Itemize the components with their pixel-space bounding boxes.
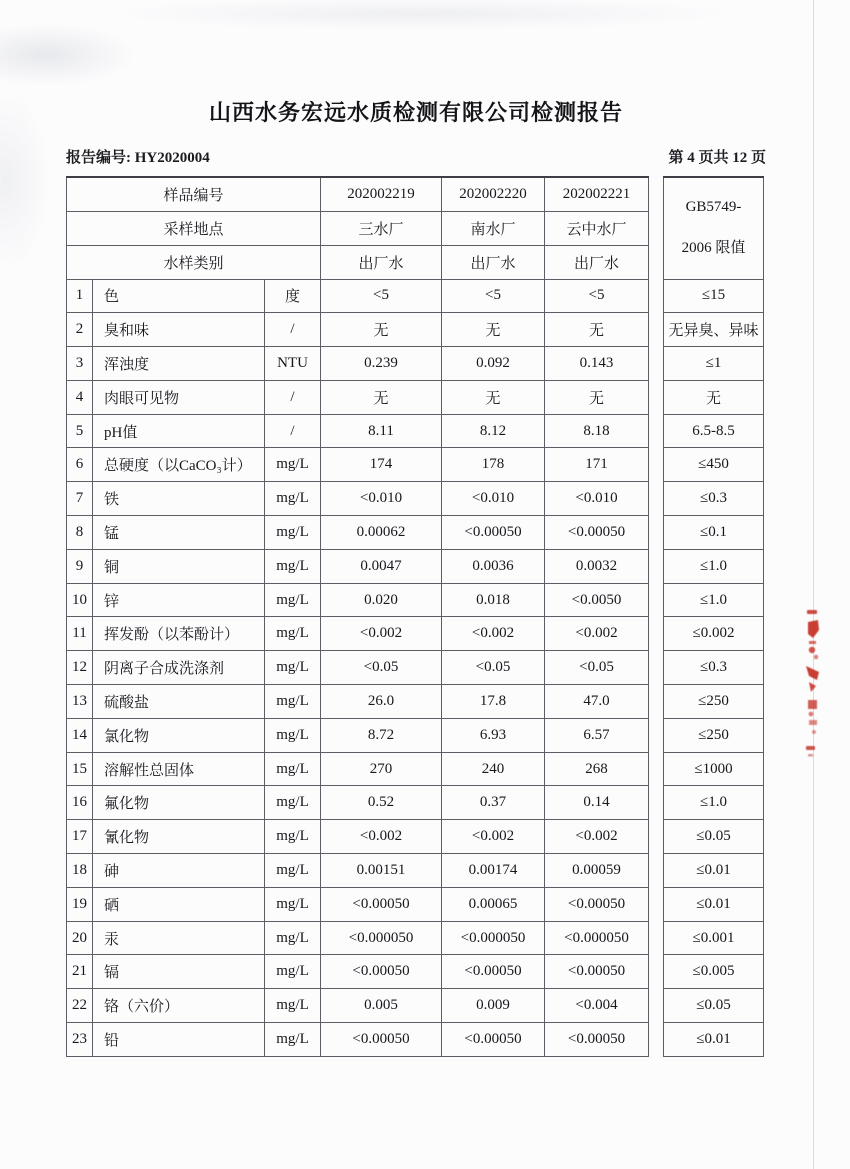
row-number: 9 <box>67 549 93 583</box>
parameter-unit: mg/L <box>265 617 321 651</box>
table-gap <box>649 516 664 550</box>
table-gap <box>649 245 664 279</box>
sample2-value: 178 <box>442 448 545 482</box>
limit-value: ≤1000 <box>664 752 764 786</box>
sample3-value: 171 <box>545 448 649 482</box>
table-gap <box>649 313 664 347</box>
red-stamp-fragment <box>799 608 829 773</box>
table-row <box>67 279 764 313</box>
parameter-name: pH值 <box>93 414 265 448</box>
table-gap <box>649 617 664 651</box>
page-title: 山西水务宏远水质检测有限公司检测报告 <box>208 100 623 125</box>
sample1-value: <0.002 <box>321 820 442 854</box>
table-gap <box>649 211 664 245</box>
sample-id-label: 样品编号 <box>67 177 321 211</box>
sample2-value: <0.002 <box>442 820 545 854</box>
table-row <box>67 414 764 448</box>
parameter-unit: mg/L <box>265 921 321 955</box>
table-gap <box>649 380 664 414</box>
location-3: 云中水厂 <box>545 211 649 245</box>
limit-value: ≤450 <box>664 448 764 482</box>
table-row <box>67 651 764 685</box>
row-number: 10 <box>67 583 93 617</box>
sample2-value: 17.8 <box>442 685 545 719</box>
sample1-value: 8.11 <box>321 414 442 448</box>
parameter-unit: mg/L <box>265 786 321 820</box>
table-gap <box>649 583 664 617</box>
sample3-value: <0.0050 <box>545 583 649 617</box>
limit-value: ≤250 <box>664 685 764 719</box>
table-row <box>67 482 764 516</box>
parameter-unit: 度 <box>265 279 321 313</box>
header-row-sample-type <box>67 245 764 279</box>
table-gap <box>649 786 664 820</box>
results-table-wrap <box>66 176 764 1057</box>
parameter-unit: mg/L <box>265 887 321 921</box>
table-gap <box>649 448 664 482</box>
sample1-value: <0.00050 <box>321 887 442 921</box>
sample3-value: <0.00050 <box>545 955 649 989</box>
parameter-name: 铅 <box>93 1023 265 1057</box>
parameter-unit: mg/L <box>265 448 321 482</box>
sample2-value: <5 <box>442 279 545 313</box>
sample3-value: 268 <box>545 752 649 786</box>
parameter-unit: / <box>265 313 321 347</box>
sample1-value: 174 <box>321 448 442 482</box>
table-gap <box>649 854 664 888</box>
parameter-unit: mg/L <box>265 989 321 1023</box>
parameter-unit: mg/L <box>265 651 321 685</box>
table-row <box>67 583 764 617</box>
sample3-value: 8.18 <box>545 414 649 448</box>
parameter-unit: / <box>265 380 321 414</box>
parameter-name: 色 <box>93 279 265 313</box>
location-label: 采样地点 <box>67 211 321 245</box>
limit-value: ≤1.0 <box>664 786 764 820</box>
sample1-value: <0.00050 <box>321 1023 442 1057</box>
limit-value: ≤1.0 <box>664 583 764 617</box>
table-row <box>67 313 764 347</box>
limit-value: ≤0.01 <box>664 854 764 888</box>
row-number: 11 <box>67 617 93 651</box>
limit-value: ≤250 <box>664 718 764 752</box>
limit-value: ≤0.01 <box>664 887 764 921</box>
limit-value: 无异臭、异味 <box>664 313 764 347</box>
sample1-value: 26.0 <box>321 685 442 719</box>
limit-value: ≤0.01 <box>664 1023 764 1057</box>
parameter-name: 浑浊度 <box>93 347 265 381</box>
limit-value: ≤0.05 <box>664 820 764 854</box>
limit-value: ≤1.0 <box>664 549 764 583</box>
sample-type-3: 出厂水 <box>545 245 649 279</box>
sample2-value: 0.00065 <box>442 887 545 921</box>
row-number: 13 <box>67 685 93 719</box>
sample2-value: <0.000050 <box>442 921 545 955</box>
sample1-value: <0.010 <box>321 482 442 516</box>
parameter-unit: NTU <box>265 347 321 381</box>
parameter-unit: mg/L <box>265 854 321 888</box>
table-row <box>67 617 764 651</box>
parameter-name: 氯化物 <box>93 718 265 752</box>
table-gap <box>649 921 664 955</box>
parameter-name: 挥发酚（以苯酚计） <box>93 617 265 651</box>
sample3-value: <0.004 <box>545 989 649 1023</box>
scanner-fold-line <box>813 0 814 1169</box>
sample1-value: <0.002 <box>321 617 442 651</box>
row-number: 2 <box>67 313 93 347</box>
sample2-value: 0.009 <box>442 989 545 1023</box>
row-number: 7 <box>67 482 93 516</box>
table-row <box>67 955 764 989</box>
row-number: 18 <box>67 854 93 888</box>
table-row <box>67 448 764 482</box>
parameter-unit: mg/L <box>265 549 321 583</box>
row-number: 1 <box>67 279 93 313</box>
parameter-unit: mg/L <box>265 752 321 786</box>
table-row <box>67 1023 764 1057</box>
sample-id-2: 202002220 <box>442 177 545 211</box>
sample2-value: 0.00174 <box>442 854 545 888</box>
parameter-unit: / <box>265 414 321 448</box>
sample2-value: <0.00050 <box>442 1023 545 1057</box>
header-row-sample-id <box>67 177 764 211</box>
table-gap <box>649 685 664 719</box>
table-row <box>67 752 764 786</box>
table-gap <box>649 989 664 1023</box>
sample-id-1: 202002219 <box>321 177 442 211</box>
table-gap <box>649 414 664 448</box>
parameter-name: 肉眼可见物 <box>93 380 265 414</box>
sample3-value: <5 <box>545 279 649 313</box>
table-row <box>67 989 764 1023</box>
water-quality-table <box>66 176 764 1057</box>
table-row <box>67 887 764 921</box>
sample3-value: <0.00050 <box>545 516 649 550</box>
parameter-name: 镉 <box>93 955 265 989</box>
row-number: 15 <box>67 752 93 786</box>
table-gap <box>649 482 664 516</box>
sample-type-2: 出厂水 <box>442 245 545 279</box>
parameter-unit: mg/L <box>265 955 321 989</box>
table-gap <box>649 955 664 989</box>
parameter-name: 汞 <box>93 921 265 955</box>
sample1-value: 0.005 <box>321 989 442 1023</box>
sample2-value: <0.00050 <box>442 955 545 989</box>
row-number: 12 <box>67 651 93 685</box>
sample3-value: 无 <box>545 313 649 347</box>
sample3-value: <0.00050 <box>545 1023 649 1057</box>
sample3-value: 0.0032 <box>545 549 649 583</box>
limit-value: ≤0.1 <box>664 516 764 550</box>
sample2-value: 0.0036 <box>442 549 545 583</box>
sample-id-3: 202002221 <box>545 177 649 211</box>
sample3-value: <0.010 <box>545 482 649 516</box>
parameter-unit: mg/L <box>265 583 321 617</box>
sample2-value: 8.12 <box>442 414 545 448</box>
parameter-unit: mg/L <box>265 820 321 854</box>
table-gap <box>649 279 664 313</box>
sample1-value: 无 <box>321 313 442 347</box>
parameter-name: 总硬度（以CaCO₃计） <box>93 448 265 482</box>
sample2-value: 6.93 <box>442 718 545 752</box>
location-1: 三水厂 <box>321 211 442 245</box>
sample3-value: 无 <box>545 380 649 414</box>
parameter-name: 铬（六价） <box>93 989 265 1023</box>
table-row <box>67 549 764 583</box>
parameter-name: 氟化物 <box>93 786 265 820</box>
table-gap <box>649 347 664 381</box>
table-row <box>67 516 764 550</box>
row-number: 14 <box>67 718 93 752</box>
limit-header-line1: GB5749- <box>685 199 742 216</box>
row-number: 3 <box>67 347 93 381</box>
table-gap <box>649 1023 664 1057</box>
limit-value: 无 <box>664 380 764 414</box>
sample1-value: <0.000050 <box>321 921 442 955</box>
parameter-unit: mg/L <box>265 718 321 752</box>
sample1-value: 270 <box>321 752 442 786</box>
row-number: 4 <box>67 380 93 414</box>
sample-type-label: 水样类别 <box>67 245 321 279</box>
parameter-unit: mg/L <box>265 685 321 719</box>
sample3-value: <0.000050 <box>545 921 649 955</box>
parameter-name: 臭和味 <box>93 313 265 347</box>
parameter-unit: mg/L <box>265 516 321 550</box>
table-gap <box>649 549 664 583</box>
sample1-value: 0.00062 <box>321 516 442 550</box>
parameter-unit: mg/L <box>265 1023 321 1057</box>
sample2-value: <0.00050 <box>442 516 545 550</box>
sample1-value: 0.00151 <box>321 854 442 888</box>
limit-value: ≤0.3 <box>664 482 764 516</box>
limit-value: ≤0.05 <box>664 989 764 1023</box>
sample3-value: <0.002 <box>545 617 649 651</box>
header-row-location <box>67 211 764 245</box>
sample2-value: <0.002 <box>442 617 545 651</box>
table-gap <box>649 887 664 921</box>
sample2-value: 240 <box>442 752 545 786</box>
sample2-value: 无 <box>442 380 545 414</box>
limit-value: ≤1 <box>664 347 764 381</box>
table-row <box>67 685 764 719</box>
sample3-value: 0.00059 <box>545 854 649 888</box>
table-row <box>67 347 764 381</box>
table-gap <box>649 718 664 752</box>
sample2-value: 无 <box>442 313 545 347</box>
limit-column-header <box>664 177 764 279</box>
row-number: 22 <box>67 989 93 1023</box>
parameter-name: 砷 <box>93 854 265 888</box>
limit-header-line2: 2006 限值 <box>681 240 746 257</box>
sample2-value: <0.010 <box>442 482 545 516</box>
row-number: 6 <box>67 448 93 482</box>
sample-type-1: 出厂水 <box>321 245 442 279</box>
parameter-name: 硫酸盐 <box>93 685 265 719</box>
parameter-name: 氰化物 <box>93 820 265 854</box>
table-gap <box>649 651 664 685</box>
limit-value: ≤0.001 <box>664 921 764 955</box>
limit-value: ≤15 <box>664 279 764 313</box>
sample3-value: <0.05 <box>545 651 649 685</box>
row-number: 17 <box>67 820 93 854</box>
parameter-name: 溶解性总固体 <box>93 752 265 786</box>
sample2-value: 0.092 <box>442 347 545 381</box>
sample1-value: 0.0047 <box>321 549 442 583</box>
sample1-value: 0.52 <box>321 786 442 820</box>
parameter-name: 锌 <box>93 583 265 617</box>
sample1-value: 0.239 <box>321 347 442 381</box>
sample1-value: <0.05 <box>321 651 442 685</box>
limit-value: ≤0.3 <box>664 651 764 685</box>
limit-value: ≤0.002 <box>664 617 764 651</box>
limit-value: 6.5-8.5 <box>664 414 764 448</box>
sample1-value: <0.00050 <box>321 955 442 989</box>
parameter-name: 锰 <box>93 516 265 550</box>
sample3-value: 0.14 <box>545 786 649 820</box>
row-number: 8 <box>67 516 93 550</box>
table-row <box>67 718 764 752</box>
limit-value: ≤0.005 <box>664 955 764 989</box>
row-number: 21 <box>67 955 93 989</box>
location-2: 南水厂 <box>442 211 545 245</box>
sample1-value: 8.72 <box>321 718 442 752</box>
parameter-name: 硒 <box>93 887 265 921</box>
table-row <box>67 854 764 888</box>
sample2-value: 0.37 <box>442 786 545 820</box>
table-row <box>67 921 764 955</box>
sample3-value: <0.002 <box>545 820 649 854</box>
sample3-value: 47.0 <box>545 685 649 719</box>
row-number: 5 <box>67 414 93 448</box>
sample2-value: 0.018 <box>442 583 545 617</box>
table-row <box>67 820 764 854</box>
table-row <box>67 380 764 414</box>
page-indicator: 第 4 页共 12 页 <box>668 150 766 166</box>
table-gap <box>649 820 664 854</box>
parameter-name: 铜 <box>93 549 265 583</box>
table-gap <box>649 752 664 786</box>
table-gap <box>649 177 664 211</box>
report-number: 报告编号: HY2020004 <box>66 150 210 166</box>
row-number: 23 <box>67 1023 93 1057</box>
sample3-value: 0.143 <box>545 347 649 381</box>
sample1-value: <5 <box>321 279 442 313</box>
row-number: 16 <box>67 786 93 820</box>
sample1-value: 0.020 <box>321 583 442 617</box>
report-meta <box>66 146 766 167</box>
sample3-value: 6.57 <box>545 718 649 752</box>
sample1-value: 无 <box>321 380 442 414</box>
sample2-value: <0.05 <box>442 651 545 685</box>
parameter-name: 铁 <box>93 482 265 516</box>
parameter-name: 阴离子合成洗涤剂 <box>93 651 265 685</box>
row-number: 20 <box>67 921 93 955</box>
row-number: 19 <box>67 887 93 921</box>
table-row <box>67 786 764 820</box>
parameter-unit: mg/L <box>265 482 321 516</box>
sample3-value: <0.00050 <box>545 887 649 921</box>
